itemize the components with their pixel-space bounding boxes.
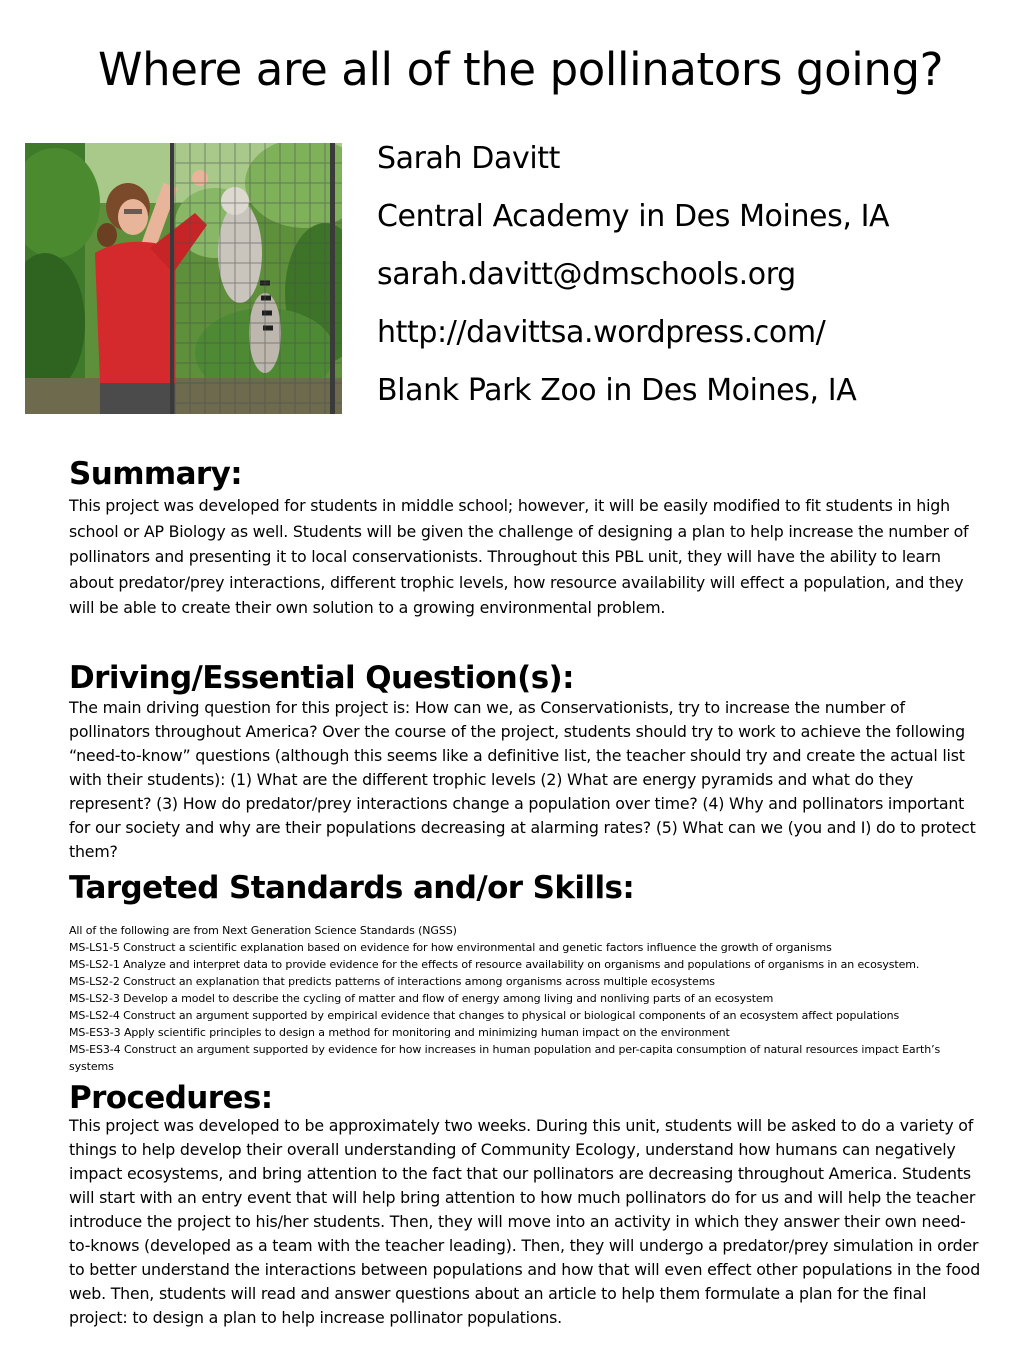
contact-info	[377, 130, 1007, 420]
author-name: Sarah Davitt	[377, 141, 560, 176]
standards-intro: All of the following are from Next Generation Science Standards (NGSS)	[69, 924, 457, 937]
standard-item: MS-LS2-1 Analyze and interpret data to provide evidence for the effects of resource availability on organisms and populations of organisms in an ecosystem.	[69, 958, 920, 971]
driving-question-heading: Driving/Essential Question(s):	[69, 660, 574, 696]
author-email: sarah.davitt@dmschools.org	[377, 257, 796, 292]
page-title: Where are all of the pollinators going?	[98, 43, 944, 96]
partner-organization: Blank Park Zoo in Des Moines, IA	[377, 373, 857, 408]
author-website: http://davittsa.wordpress.com/	[377, 315, 826, 350]
standard-item: MS-ES3-4 Construct an argument supported by evidence for how increases in human population and per-capita consumption of natural resources impact Earth’s systems	[69, 1043, 941, 1073]
standard-item: MS-LS2-3 Develop a model to describe the cycling of matter and flow of energy among living and nonliving parts of an ecosystem	[69, 992, 774, 1005]
standards-heading: Targeted Standards and/or Skills:	[69, 870, 635, 906]
procedures-text: This project was developed to be approximately two weeks. During this unit, students will be asked to do a variety of things to help develop their overall understanding of Community Ecology, understand how humans can negatively impact ecosystems, and bring attention to the fact that our pollinators are decreasing throughout America. Students will start with an entry event that will help bring attention to how much pollinators do for us and will help the teacher introduce the project to his/her students. Then, they will move into an activity in which they answer their own need-to-knows (developed as a team with the teacher leading). Then, they will undergo a predator/prey simulation in order to better understand the interactions between populations and how that will even effect other populations in the food web. Then, students will read and answer questions about an article to help them formulate a plan for the final project: to design a plan to help increase pollinator populations.	[69, 1116, 981, 1327]
standards-list	[69, 922, 984, 1075]
procedures-heading: Procedures:	[69, 1080, 273, 1116]
summary-text: This project was developed for students in middle school; however, it will be easily modified to fit students in high school or AP Biology as well. Students will be given the challenge of designing a plan to help increase the number of pollinators and presenting it to local conservationists. Throughout this PBL unit, they will have the ability to learn about predator/prey interactions, different trophic levels, how resource availability will effect a population, and they will be able to create their own solution to a growing environmental problem.	[69, 496, 969, 617]
standard-item: MS-LS1-5 Construct a scientific explanation based on evidence for how environmental and genetic factors influence the growth of organisms	[69, 941, 832, 954]
summary-heading: Summary:	[69, 456, 243, 492]
standard-item: MS-LS2-4 Construct an argument supported by empirical evidence that changes to physical or biological components of an ecosystem affect populations	[69, 1009, 900, 1022]
teacher-photo	[25, 143, 342, 414]
standard-item: MS-ES3-3 Apply scientific principles to design a method for monitoring and minimizing human impact on the environment	[69, 1026, 730, 1039]
author-school: Central Academy in Des Moines, IA	[377, 199, 890, 234]
driving-question-text: The main driving question for this project is: How can we, as Conservationists, try to increase the number of pollinators throughout America? Over the course of the project, students should try to work to achieve the following “need-to-know” questions (although this seems like a definitive list, the teacher should try and create the actual list with their students): (1) What are the different trophic levels (2) What are energy pyramids and what do they represent? (3) How do predator/prey interactions change a population over time? (4) Why and pollinators important for our society and why are their populations decreasing at alarming rates? (5) What can we (you and I) do to protect them?	[69, 698, 976, 861]
standard-item: MS-LS2-2 Construct an explanation that predicts patterns of interactions among organisms across multiple ecosystems	[69, 975, 715, 988]
